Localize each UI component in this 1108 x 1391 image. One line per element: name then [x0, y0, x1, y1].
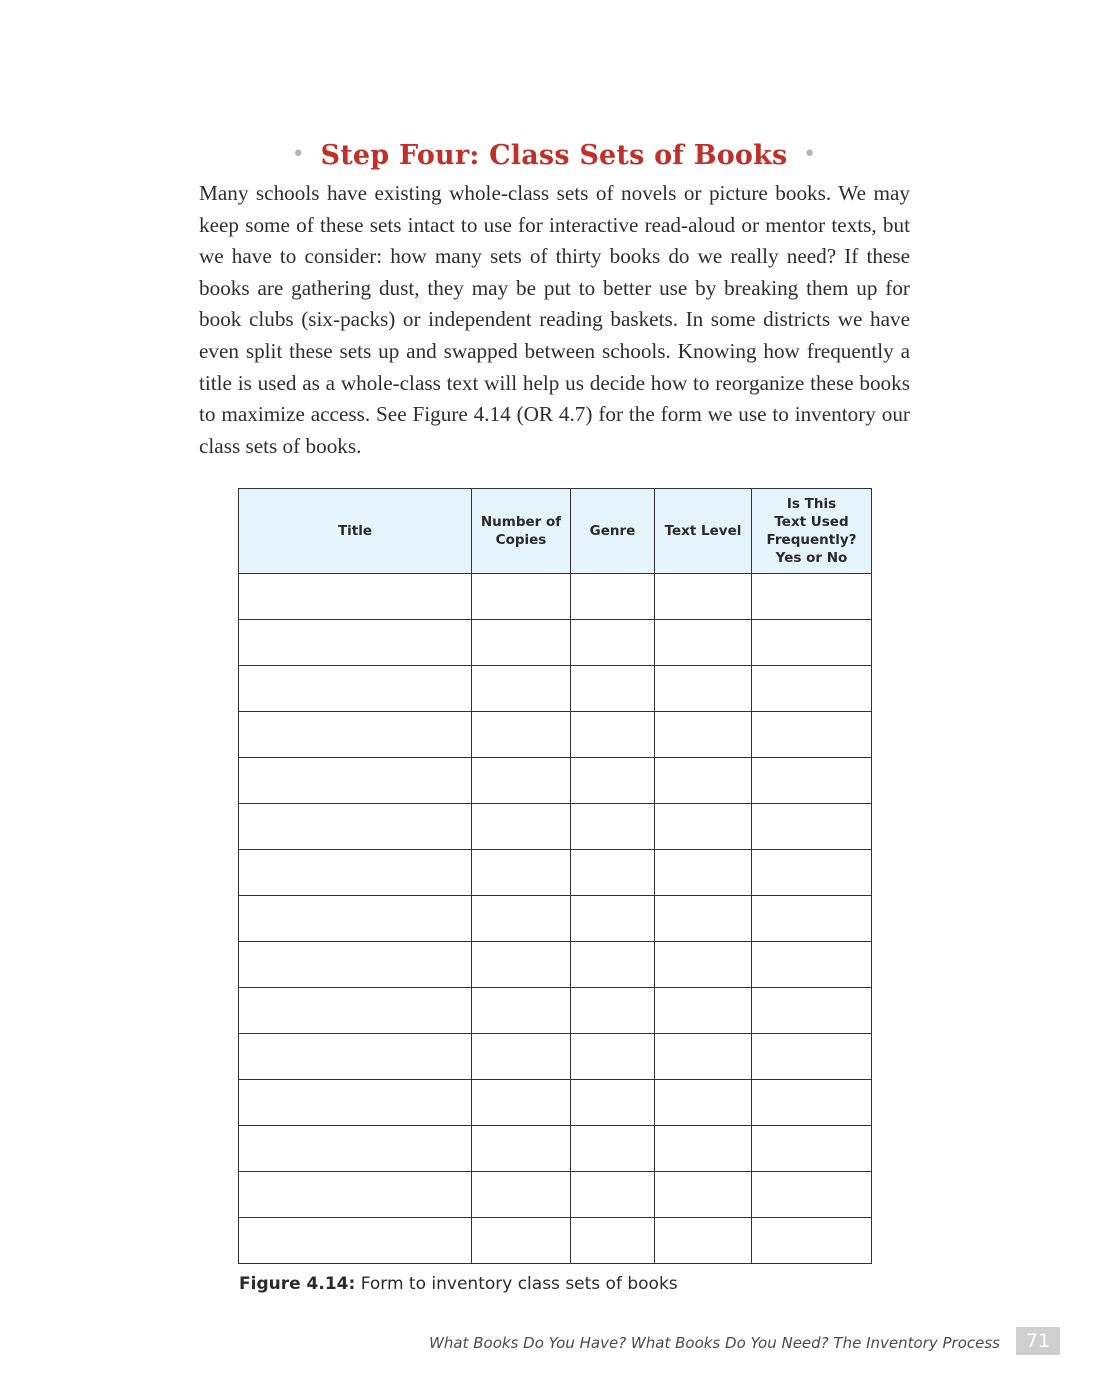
page-number: 71	[1016, 1327, 1060, 1355]
table-cell	[655, 1172, 752, 1218]
table-cell	[655, 666, 752, 712]
table-cell	[655, 1218, 752, 1264]
table-cell	[655, 942, 752, 988]
inventory-form-table	[238, 488, 872, 1264]
table-cell	[655, 850, 752, 896]
table-cell	[571, 988, 655, 1034]
table-cell	[655, 896, 752, 942]
table-row	[239, 896, 872, 942]
table-cell	[239, 1172, 472, 1218]
table-cell	[571, 620, 655, 666]
table-cell	[239, 1080, 472, 1126]
column-header-used-frequently: Is This Text Used Frequently? Yes or No	[752, 489, 872, 574]
table-cell	[752, 712, 872, 758]
table-row	[239, 850, 872, 896]
table-cell	[239, 896, 472, 942]
table-row	[239, 942, 872, 988]
table-cell	[752, 1172, 872, 1218]
table-cell	[571, 1126, 655, 1172]
table-cell	[239, 1218, 472, 1264]
table-cell	[655, 804, 752, 850]
table-cell	[752, 1034, 872, 1080]
table-cell	[752, 804, 872, 850]
figure-label: Figure 4.14:	[239, 1274, 356, 1294]
heading-bullet-left: •	[291, 142, 305, 167]
table-cell	[752, 942, 872, 988]
table-cell	[239, 666, 472, 712]
table-cell	[571, 1172, 655, 1218]
table-cell	[239, 804, 472, 850]
table-cell	[239, 712, 472, 758]
table-row	[239, 1126, 872, 1172]
table-cell	[571, 758, 655, 804]
table-cell	[655, 620, 752, 666]
table-cell	[655, 712, 752, 758]
table-cell	[239, 1126, 472, 1172]
table-row	[239, 666, 872, 712]
table-cell	[472, 574, 571, 620]
figure-caption	[239, 1274, 678, 1294]
table-cell	[571, 712, 655, 758]
column-header-genre: Genre	[571, 489, 655, 574]
table-cell	[472, 988, 571, 1034]
table-row	[239, 1172, 872, 1218]
table-cell	[752, 988, 872, 1034]
table-cell	[752, 1080, 872, 1126]
table-row	[239, 1034, 872, 1080]
table-cell	[472, 1172, 571, 1218]
table-cell	[239, 620, 472, 666]
table-cell	[571, 1218, 655, 1264]
running-footer-title: What Books Do You Have? What Books Do You Need? The Inventory Process	[429, 1334, 1000, 1352]
table-cell	[472, 896, 571, 942]
table-cell	[472, 666, 571, 712]
table-cell	[472, 850, 571, 896]
table-cell	[472, 1080, 571, 1126]
table-cell	[752, 758, 872, 804]
table-cell	[472, 1034, 571, 1080]
table-cell	[655, 1034, 752, 1080]
table-cell	[571, 942, 655, 988]
table-cell	[571, 804, 655, 850]
table-cell	[752, 620, 872, 666]
table-cell	[752, 850, 872, 896]
column-header-text-level: Text Level	[655, 489, 752, 574]
table-cell	[752, 666, 872, 712]
table-row	[239, 804, 872, 850]
table-cell	[472, 1218, 571, 1264]
body-paragraph: Many schools have existing whole-class sets of novels or picture books. We may keep some of these sets intact to use for interactive read-aloud or mentor texts, but we have to consider: how many sets of thirty books do we really need? If these books are gathering dust, they may be put to better use by breaking them up for book clubs (six-packs) or independent reading baskets. In some districts we have even split these sets up and swapped between schools. Knowing how frequently a title is used as a whole-class text will help us decide how to reorganize these books to maximize access. See Figure 4.14 (OR 4.7) for the form we use to inventory our class sets of books.	[199, 181, 910, 458]
table-cell	[472, 712, 571, 758]
table-row	[239, 758, 872, 804]
table-cell	[752, 1218, 872, 1264]
table-cell	[571, 1080, 655, 1126]
section-heading	[0, 140, 1108, 171]
table-cell	[239, 942, 472, 988]
table-cell	[752, 574, 872, 620]
table-header-row	[239, 489, 872, 574]
table-row	[239, 712, 872, 758]
table-cell	[752, 1126, 872, 1172]
heading-bullet-right: •	[803, 142, 817, 167]
table-row	[239, 1218, 872, 1264]
table-cell	[655, 574, 752, 620]
table-cell	[571, 666, 655, 712]
table-cell	[472, 1126, 571, 1172]
table-row	[239, 620, 872, 666]
table-cell	[239, 758, 472, 804]
table-cell	[655, 758, 752, 804]
table-cell	[752, 896, 872, 942]
table-cell	[239, 850, 472, 896]
table-cell	[655, 1126, 752, 1172]
table-cell	[571, 1034, 655, 1080]
table-cell	[571, 850, 655, 896]
table-row	[239, 574, 872, 620]
table-cell	[472, 804, 571, 850]
column-header-title: Title	[239, 489, 472, 574]
table-cell	[239, 988, 472, 1034]
column-header-number-of-copies: Number of Copies	[472, 489, 571, 574]
table-cell	[655, 988, 752, 1034]
table-body	[239, 574, 872, 1264]
table-cell	[655, 1080, 752, 1126]
table-cell	[472, 758, 571, 804]
table-cell	[571, 896, 655, 942]
table-cell	[472, 620, 571, 666]
table-cell	[472, 942, 571, 988]
table-cell	[239, 574, 472, 620]
section-title: Step Four: Class Sets of Books	[320, 140, 788, 171]
table-row	[239, 988, 872, 1034]
table-cell	[571, 574, 655, 620]
figure-caption-text: Form to inventory class sets of books	[360, 1274, 678, 1294]
table-row	[239, 1080, 872, 1126]
table-cell	[239, 1034, 472, 1080]
